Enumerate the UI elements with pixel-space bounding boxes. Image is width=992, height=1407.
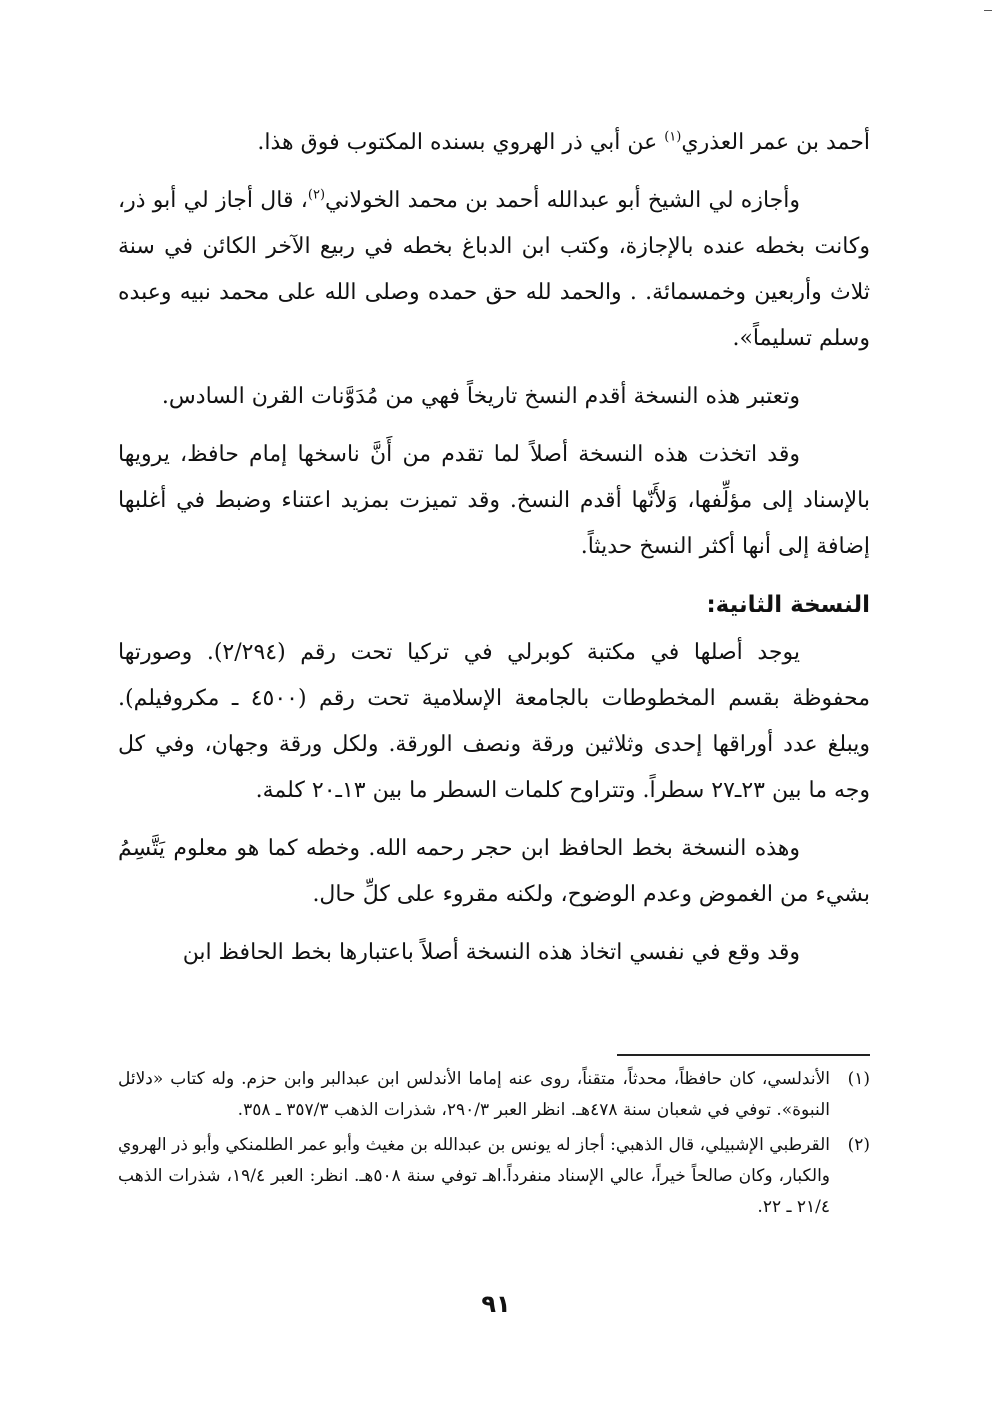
paragraph-2-text-a: وأجازه لي الشيخ أبو عبدالله أحمد بن محمد الخولاني	[325, 188, 800, 213]
paragraph-3: وتعتبر هذه النسخة أقدم النسخ تاريخاً فهي من مُدَوَّنات القرن السادس.	[161, 384, 800, 409]
paragraph-6: وهذه النسخة بخط الحافظ ابن حجر رحمه الله. وخطه كما هو معلوم يَتَّسِمُ بشيء من الغموض وعدم الوضوح، ولكنه مقروء على كلِّ حال.	[118, 836, 870, 907]
page-body	[118, 120, 870, 988]
paragraph-4: وقد اتخذت هذه النسخة أصلاً لما تقدم من أَنَّ ناسخها إمام حافظ، يرويها بالإسناد إلى مؤلِّفها، وَلأَنّها أقدم النسخ. وقد تميزت بمزيد اعتناء وضبط في أغلبها إضافة إلى أنها أكثر النسخ حديثاً.	[118, 442, 870, 559]
section-heading: النسخة الثانية:	[706, 592, 870, 618]
paragraph-7: وقد وقع في نفسي اتخاذ هذه النسخة أصلاً باعتبارها بخط الحافظ ابن	[182, 940, 800, 965]
footnote-1-number: (١)	[847, 1069, 870, 1089]
footnote-2	[118, 1130, 870, 1223]
page-number: ٩١	[481, 1290, 511, 1318]
paragraph-5: يوجد أصلها في مكتبة كوبرلي في تركيا تحت رقم (٢/٢٩٤). وصورتها محفوظة بقسم المخطوطات بالجامعة الإسلامية تحت رقم (٤٥٠٠ ـ مكروفيلم). ويبلغ عدد أوراقها إحدى وثلاثين ورقة ونصف الورقة. ولكل ورقة وجهان، وفي كل وجه ما بين ٢٣ـ٢٧ سطراً. وتتراوح كلمات السطر ما بين ١٣ـ٢٠ كلمة.	[118, 640, 870, 803]
paragraph-1-text-b: عن أبي ذر الهروي بسنده المكتوب فوق هذا.	[257, 130, 665, 155]
footnote-ref-2: (٢)	[307, 187, 326, 203]
paragraph-1	[118, 120, 870, 166]
footnote-2-number: (٢)	[847, 1135, 870, 1155]
footnotes	[118, 1064, 870, 1227]
footnote-divider	[617, 1054, 870, 1056]
paragraph-2	[118, 178, 870, 362]
paragraph-1-text-a: أحمد بن عمر العذري	[681, 130, 870, 155]
footnote-1-text: الأندلسي، كان حافظاً، محدثاً، متقناً، روى عنه إماما الأندلس ابن عبدالبر وابن حزم. وله كتاب «دلائل النبوة». توفي في شعبان سنة ٤٧٨هـ. انظر العبر ٢٩٠/٣، شذرات الذهب ٣٥٧/٣ ـ ٣٥٨.	[118, 1069, 830, 1120]
footnote-2-text: القرطبي الإشبيلي، قال الذهبي: أجاز له يونس بن عبدالله بن مغيث وأبو عمر الطلمنكي وأبو ذر الهروي والكبار، وكان صالحاً خيراً، عالي الإسناد منفرداً.اهـ توفي سنة ٥٠٨هـ. انظر: العبر ١٩/٤، شذرات الذهب ٢١/٤ ـ ٢٢.	[118, 1135, 830, 1217]
footnote-1	[118, 1064, 870, 1126]
paragraph-2-text-b: ، قال أجاز لي أبو ذر، وكانت بخطه عنده بالإجازة، وكتب ابن الدباغ بخطه في ربيع الآخر الكائن في سنة ثلاث وأربعين وخمسمائة. . والحمد لله حق حمده وصلى الله على محمد نبيه وعبده وسلم تسليماً».	[118, 188, 870, 351]
footnote-ref-1: (١)	[664, 129, 682, 145]
crop-mark	[984, 10, 992, 11]
